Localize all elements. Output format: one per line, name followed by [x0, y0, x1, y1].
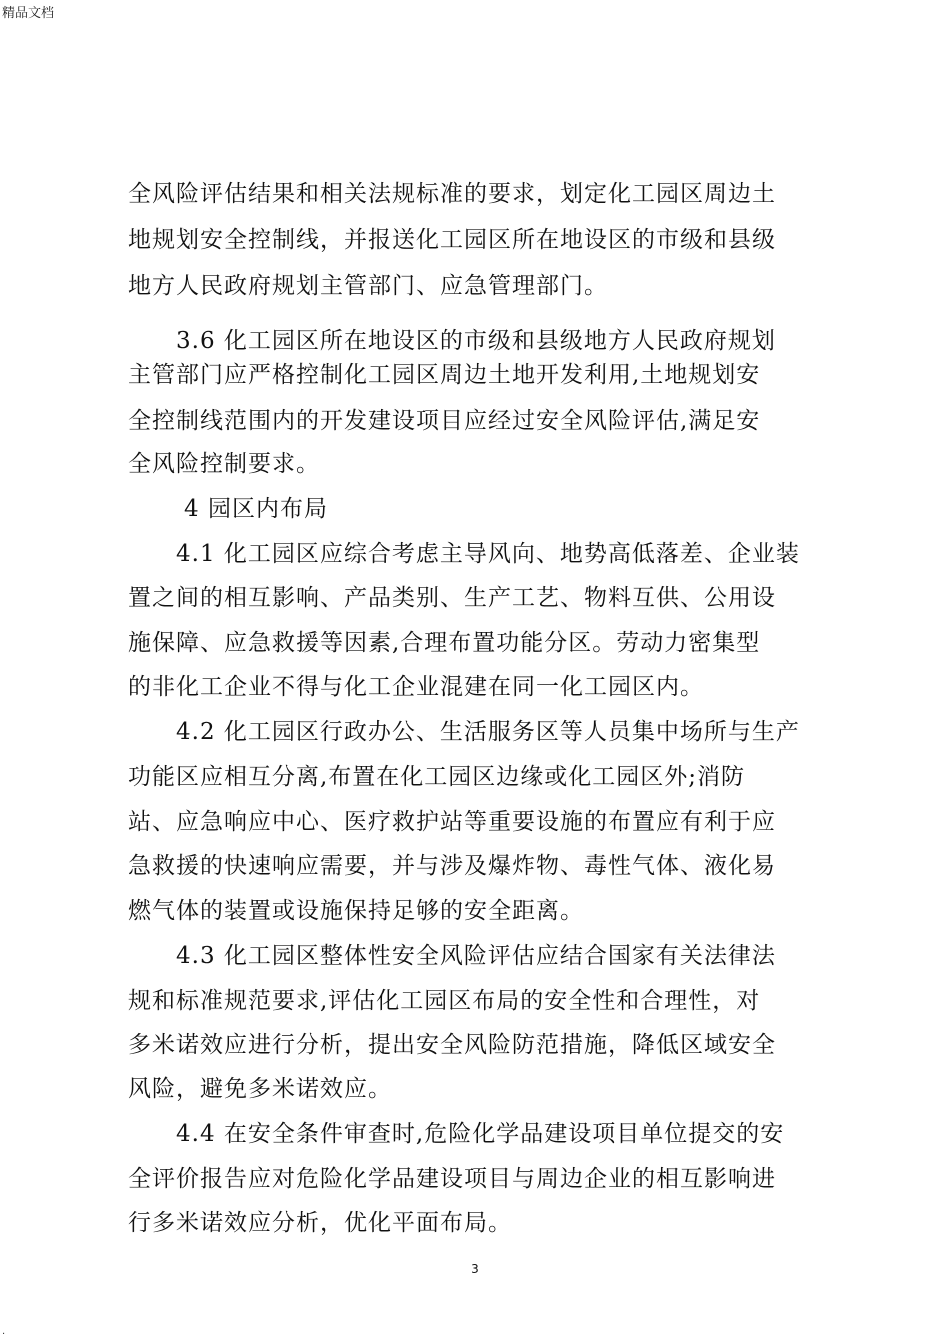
- text-line: 全评价报告应对危险化学品建设项目与周边企业的相互影响进: [128, 1166, 776, 1192]
- text-line: 多米诺效应进行分析，提出安全风险防范措施，降低区域安全: [128, 1032, 776, 1058]
- text-line: 置之间的相互影响、产品类别、生产工艺、物料互供、公用设: [128, 585, 776, 611]
- text-line: 站、应急响应中心、医疗救护站等重要设施的布置应有利于应: [128, 809, 776, 835]
- text-line: 行多米诺效应分析，优化平面布局。: [128, 1210, 512, 1236]
- text-line: 的非化工企业不得与化工企业混建在同一化工园区内。: [128, 674, 704, 700]
- text-line: 功能区应相互分离,布置在化工园区边缘或化工园区外;消防: [128, 764, 746, 790]
- text-line: 施保障、应急救援等因素,合理布置功能分区。劳动力密集型: [128, 630, 761, 656]
- text-line: 全风险评估结果和相关法规标准的要求，划定化工园区周边土: [128, 181, 776, 207]
- text-line: 燃气体的装置或设施保持足够的安全距离。: [128, 898, 584, 924]
- text-line: 全风险控制要求。: [128, 451, 320, 477]
- text-line: 主管部门应严格控制化工园区周边土地开发利用,土地规划安: [128, 362, 761, 388]
- page-number: 3: [471, 1262, 479, 1276]
- text-line: 4.1 化工园区应综合考虑主导风向、地势高低落差、企业装: [176, 541, 800, 567]
- text-line: 风险，避免多米诺效应。: [128, 1076, 392, 1102]
- document-header-label: 精品文档: [2, 6, 55, 21]
- text-line: 4.2 化工园区行政办公、生活服务区等人员集中场所与生产: [176, 719, 800, 745]
- text-line: 3.6 化工园区所在地设区的市级和县级地方人民政府规划: [176, 328, 776, 354]
- text-line: 全控制线范围内的开发建设项目应经过安全风险评估,满足安: [128, 408, 761, 434]
- section-heading: 4 园区内布局: [184, 496, 328, 522]
- text-line: 4.4 在安全条件审查时,危险化学品建设项目单位提交的安: [176, 1121, 785, 1147]
- corner-mark: .: [2, 1326, 6, 1337]
- text-line: 地方人民政府规划主管部门、应急管理部门。: [128, 273, 608, 299]
- text-line: 4.3 化工园区整体性安全风险评估应结合国家有关法律法: [176, 943, 776, 969]
- text-line: 规和标准规范要求,评估化工园区布局的安全性和合理性，对: [128, 988, 761, 1014]
- text-line: 急救援的快速响应需要，并与涉及爆炸物、毒性气体、液化易: [128, 853, 776, 879]
- text-line: 地规划安全控制线，并报送化工园区所在地设区的市级和县级: [128, 227, 776, 253]
